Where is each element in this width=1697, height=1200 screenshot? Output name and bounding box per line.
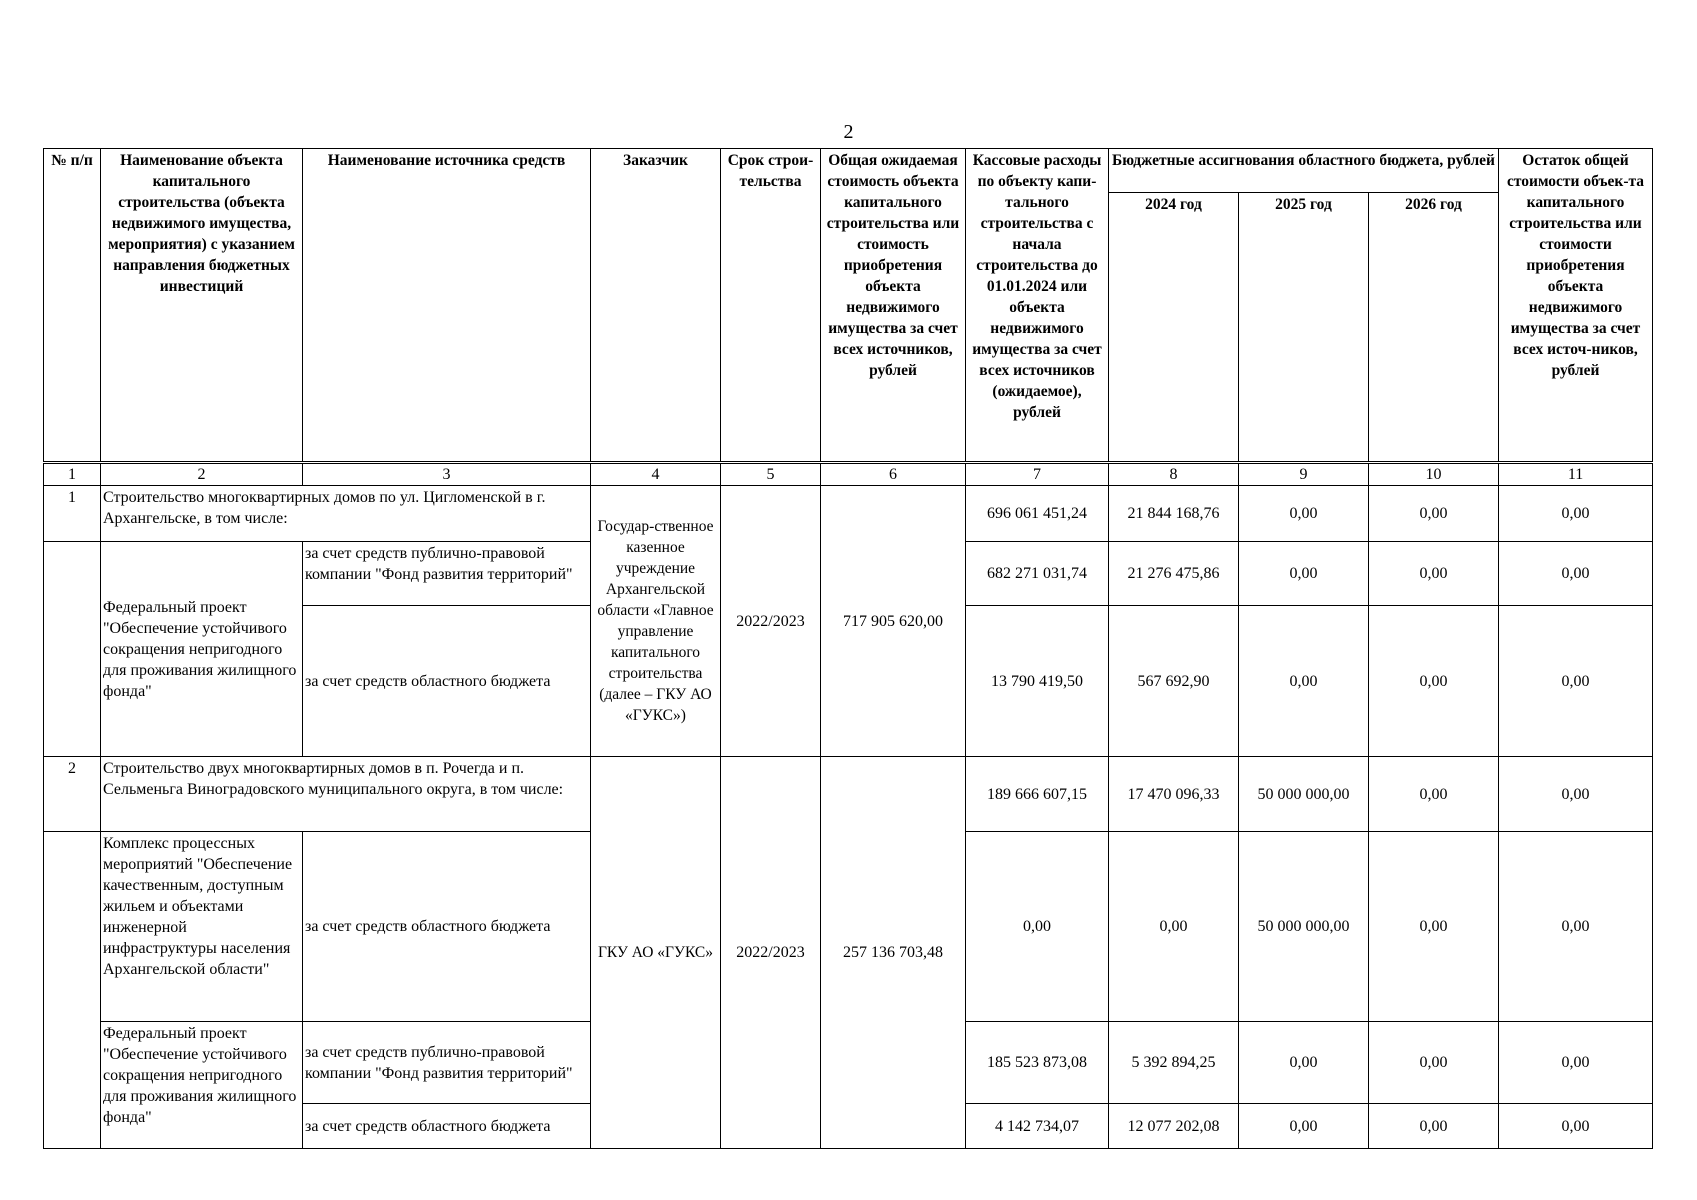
y2026-cell: 0,00 [1369,486,1499,542]
remaining-cell: 0,00 [1499,542,1653,606]
header-object-name: Наименование объекта капитального строительства (объекта недвижимого имущества, мероприятия) с указанием направления бюджетных инвестиций [101,149,303,463]
column-numbers-row [44,463,1653,486]
column-number: 11 [1499,463,1653,486]
cash-cell: 13 790 419,50 [966,606,1109,757]
y2026-cell: 0,00 [1369,542,1499,606]
project-name: Комплекс процессных мероприятий "Обеспечение качественным, доступным жильем и объектами инженерной инфраструктуры населения Архангельской области" [101,832,303,1022]
header-row [44,149,1653,193]
header-customer: Заказчик [591,149,721,463]
y2026-cell: 0,00 [1369,1022,1499,1104]
cash-cell: 189 666 607,15 [966,757,1109,832]
remaining-cell: 0,00 [1499,757,1653,832]
header-term: Срок строи-тельства [721,149,821,463]
column-number: 10 [1369,463,1499,486]
header-no: № п/п [44,149,101,463]
remaining-cell: 0,00 [1499,486,1653,542]
header-2026: 2026 год [1369,193,1499,463]
y2025-cell: 0,00 [1239,606,1369,757]
object-title: Строительство двух многоквартирных домов в п. Рочегда и п. Сельменьга Виноградовского муниципального округа, в том числе: [101,757,591,832]
remaining-cell: 0,00 [1499,1022,1653,1104]
column-number: 2 [101,463,303,486]
cash-cell: 696 061 451,24 [966,486,1109,542]
row-number-empty [44,832,101,1149]
row-number: 1 [44,486,101,542]
y2024-cell: 5 392 894,25 [1109,1022,1239,1104]
source-cell: за счет средств областного бюджета [303,832,591,1022]
customer-cell: ГКУ АО «ГУКС» [591,757,721,1149]
header-total-cost: Общая ожидаемая стоимость объекта капитального строительства или стоимость приобретения объекта недвижимого имущества за счет всех источников, рублей [821,149,966,463]
column-number: 3 [303,463,591,486]
column-number: 6 [821,463,966,486]
source-cell: за счет средств областного бюджета [303,1104,591,1149]
cash-cell: 185 523 873,08 [966,1022,1109,1104]
customer-cell: Государ-ственное казенное учреждение Архангельской области «Главное управление капитального строительства (далее – ГКУ АО «ГУКС») [591,486,721,757]
column-number: 8 [1109,463,1239,486]
source-cell: за счет средств публично-правовой компании "Фонд развития территорий" [303,542,591,606]
column-number: 9 [1239,463,1369,486]
term-cell: 2022/2023 [721,757,821,1149]
header-2025: 2025 год [1239,193,1369,463]
cash-cell: 682 271 031,74 [966,542,1109,606]
column-number: 7 [966,463,1109,486]
table-row-object-2 [44,757,1653,832]
header-2024: 2024 год [1109,193,1239,463]
header-remaining: Остаток общей стоимости объек-та капитального строительства или стоимости приобретения объекта недвижимого имущества за счет всех источ-ников, рублей [1499,149,1653,463]
total-cost-cell: 257 136 703,48 [821,757,966,1149]
header-source: Наименование источника средств [303,149,591,463]
y2024-cell: 21 276 475,86 [1109,542,1239,606]
header-budget-group: Бюджетные ассигнования областного бюджета, рублей [1109,149,1499,193]
y2025-cell: 50 000 000,00 [1239,757,1369,832]
y2024-cell: 21 844 168,76 [1109,486,1239,542]
y2026-cell: 0,00 [1369,606,1499,757]
investment-table [43,148,1653,1149]
page-number: 2 [843,121,854,143]
row-number-empty [44,542,101,757]
remaining-cell: 0,00 [1499,606,1653,757]
cash-cell: 0,00 [966,832,1109,1022]
y2024-cell: 0,00 [1109,832,1239,1022]
source-cell: за счет средств публично-правовой компании "Фонд развития территорий" [303,1022,591,1104]
y2024-cell: 12 077 202,08 [1109,1104,1239,1149]
project-name: Федеральный проект "Обеспечение устойчивого сокращения непригодного для проживания жилищного фонда" [101,542,303,757]
column-number: 1 [44,463,101,486]
y2026-cell: 0,00 [1369,757,1499,832]
header-cash-expenses: Кассовые расходы по объекту капи-тального строительства с начала строительства до 01.01.2024 или объекта недвижимого имущества за счет всех источников (ожидаемое), рублей [966,149,1109,463]
y2025-cell: 0,00 [1239,1104,1369,1149]
column-number: 4 [591,463,721,486]
term-cell: 2022/2023 [721,486,821,757]
y2026-cell: 0,00 [1369,832,1499,1022]
row-number: 2 [44,757,101,832]
object-title: Строительство многоквартирных домов по ул. Цигломенской в г. Архангельске, в том числе: [101,486,591,542]
source-cell: за счет средств областного бюджета [303,606,591,757]
y2025-cell: 0,00 [1239,1022,1369,1104]
y2026-cell: 0,00 [1369,1104,1499,1149]
remaining-cell: 0,00 [1499,1104,1653,1149]
project-name: Федеральный проект "Обеспечение устойчивого сокращения непригодного для проживания жилищного фонда" [101,1022,303,1149]
y2025-cell: 0,00 [1239,542,1369,606]
cash-cell: 4 142 734,07 [966,1104,1109,1149]
y2025-cell: 50 000 000,00 [1239,832,1369,1022]
remaining-cell: 0,00 [1499,832,1653,1022]
y2025-cell: 0,00 [1239,486,1369,542]
total-cost-cell: 717 905 620,00 [821,486,966,757]
y2024-cell: 17 470 096,33 [1109,757,1239,832]
y2024-cell: 567 692,90 [1109,606,1239,757]
table-row-object-1 [44,486,1653,542]
column-number: 5 [721,463,821,486]
